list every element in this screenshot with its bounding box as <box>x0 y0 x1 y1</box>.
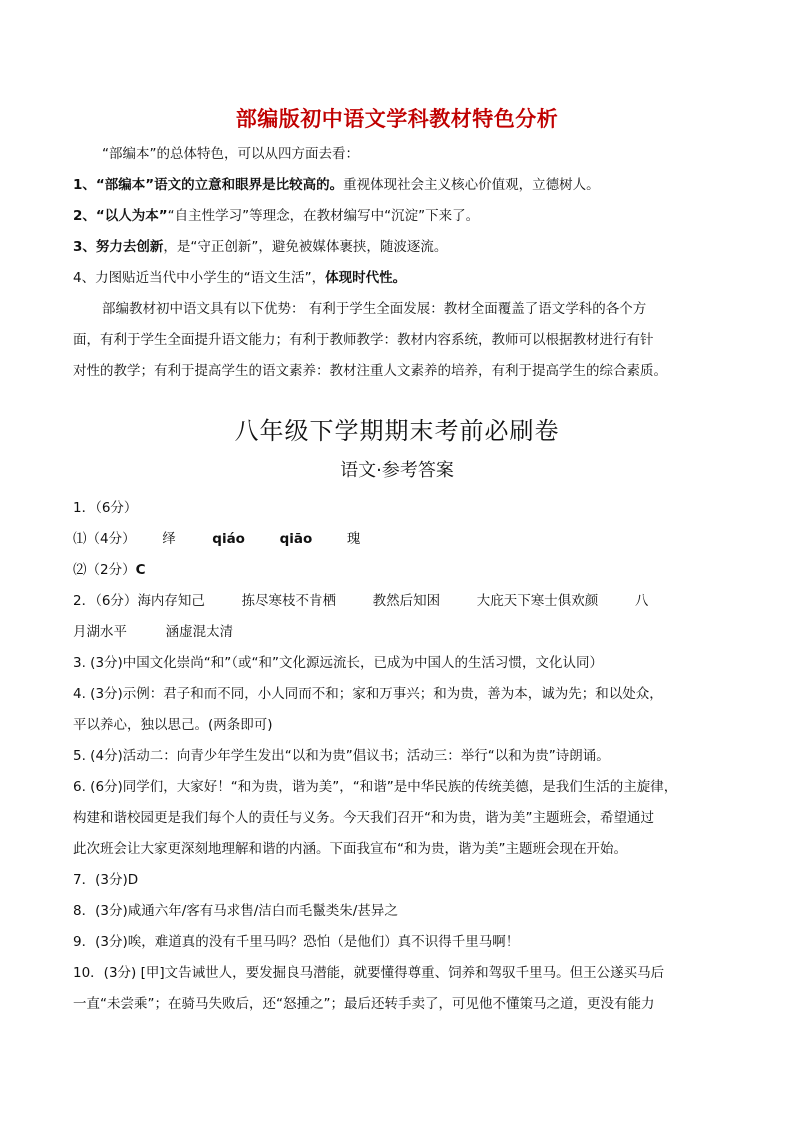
answer-q1: 1．（6分） <box>73 500 138 516</box>
intro-point-4-bold: 体现时代性。 <box>325 270 407 286</box>
answer-q2-d: 大庇天下寒士俱欢颜 <box>476 593 599 609</box>
answer-q2-f: 月湖水平 <box>73 624 127 640</box>
answer-q1-1-a: 绎 <box>162 531 176 547</box>
answer-q10-line-2: 一直“未尝乘”；在骑马失败后，还“怒揰之”；最后还转手卖了，可见他不懂策马之道，更没有能力 <box>73 996 655 1012</box>
answer-q2 <box>73 591 648 611</box>
answer-q4-line-2: 平以养心，独以思己。(两条即可) <box>73 717 273 733</box>
answer-q3: 3. (3分)中国文化崇尚“和”（或“和”文化源远流长，已成为中国人的生活习惯，文化认同） <box>73 655 604 671</box>
answer-q1-2-answer: C <box>135 562 146 578</box>
answer-q4-line-1: 4. (3分)示例：君子和而不同，小人同而不和；家和万事兴；和为贵，善为本，诚为先；和以处众， <box>73 686 663 702</box>
advantages-line-2: 面，有利于学生全面提升语文能力；有利于教师教学：教材内容系统，教师可以根据教材进行有针 <box>73 332 654 348</box>
answer-q6-line-3: 此次班会让大家更深刻地理解和谐的内涵。下面我宣布“和为贵，谐为美”主题班会现在开始。 <box>73 841 627 857</box>
answer-q1-1-d: 瑰 <box>346 531 361 547</box>
answer-q2-a: 海内存知己 <box>137 593 205 609</box>
answer-q1-1 <box>73 529 360 549</box>
answer-q1-2 <box>73 560 146 580</box>
advantages-line-1: 部编教材初中语文具有以下优势： 有利于学生全面发展：教材全面覆盖了语文学科的各个方 <box>102 301 647 317</box>
exam-subtitle: 语文·参考答案 <box>340 460 454 481</box>
answer-q1-1-c: qiāo <box>279 531 313 547</box>
answer-q2-cont <box>73 622 233 642</box>
answer-q8: 8．(3分)咸通六年/客有马求售/洁白而毛鬣类朱/甚异之 <box>73 903 398 919</box>
answer-q1-1-label: ⑴（4分） <box>73 531 136 547</box>
answer-q2-c: 教然后知困 <box>372 593 441 609</box>
intro-point-3-bold: 3、努力去创新 <box>73 239 164 255</box>
answer-q2-b: 拣尽寒枝不肯栖 <box>241 593 337 609</box>
advantages-line-3: 对性的教学；有利于提高学生的语文素养：教材注重人文素养的培养，有利于提高学生的综合素质。 <box>73 363 667 379</box>
answer-q9: 9．(3分)唉，难道真的没有千里马吗？恐怕（是他们）真不识得千里马啊！ <box>73 934 520 950</box>
answer-q2-label: 2．（6分） <box>73 593 138 609</box>
intro-point-1 <box>73 175 600 195</box>
answer-q2-g: 涵虚混太清 <box>165 624 234 640</box>
intro-point-3 <box>73 237 447 257</box>
answer-q2-e: 八 <box>634 593 649 609</box>
intro-point-2-bold: 2、“以人为本” <box>73 208 168 224</box>
intro-title: 部编版初中语文学科教材特色分析 <box>235 107 559 131</box>
intro-point-4-text: 4、力图贴近当代中小学生的“语文生活”， <box>73 270 326 286</box>
intro-point-4 <box>73 268 406 288</box>
intro-point-1-bold: 1、“部编本”语文的立意和眼界是比较高的。 <box>73 177 344 193</box>
intro-point-2 <box>73 206 479 226</box>
intro-point-2-text: “自主性学习”等理念，在教材编写中“沉淀”下来了。 <box>167 208 480 224</box>
answer-q1-1-b: qiáo <box>212 531 245 547</box>
intro-lead: “部编本”的总体特色，可以从四方面去看： <box>102 146 359 162</box>
exam-title: 八年级下学期期末考前必刷卷 <box>234 417 560 445</box>
answer-q6-line-2: 构建和谐校园更是我们每个人的责任与义务。今天我们召开“和为贵，谐为美”主题班会，希望通过 <box>73 810 654 826</box>
answer-q5: 5. (4分)活动二：向青少年学生发出“以和为贵”倡议书；活动三：举行“以和为贵”诗朗诵。 <box>73 748 610 764</box>
intro-point-3-text: ，是“守正创新”，避免被媒体裹挟，随波逐流。 <box>163 239 448 255</box>
answer-q6-line-1: 6. (6分)同学们，大家好！“和为贵，谐为美”，“和谐”是中华民族的传统美德，是我们生活的主旋律， <box>73 779 678 795</box>
answer-q10-line-1: 10．(3分) [甲]文告诫世人，要发掘良马潜能，就要懂得尊重、饲养和驾驭千里马。但王公遂买马后 <box>73 965 665 981</box>
answer-q1-2-label: ⑵（2分） <box>73 562 136 578</box>
intro-point-1-text: 重视体现社会主义核心价值观，立德树人。 <box>343 177 600 193</box>
answer-q7: 7．(3分)D <box>73 872 139 888</box>
